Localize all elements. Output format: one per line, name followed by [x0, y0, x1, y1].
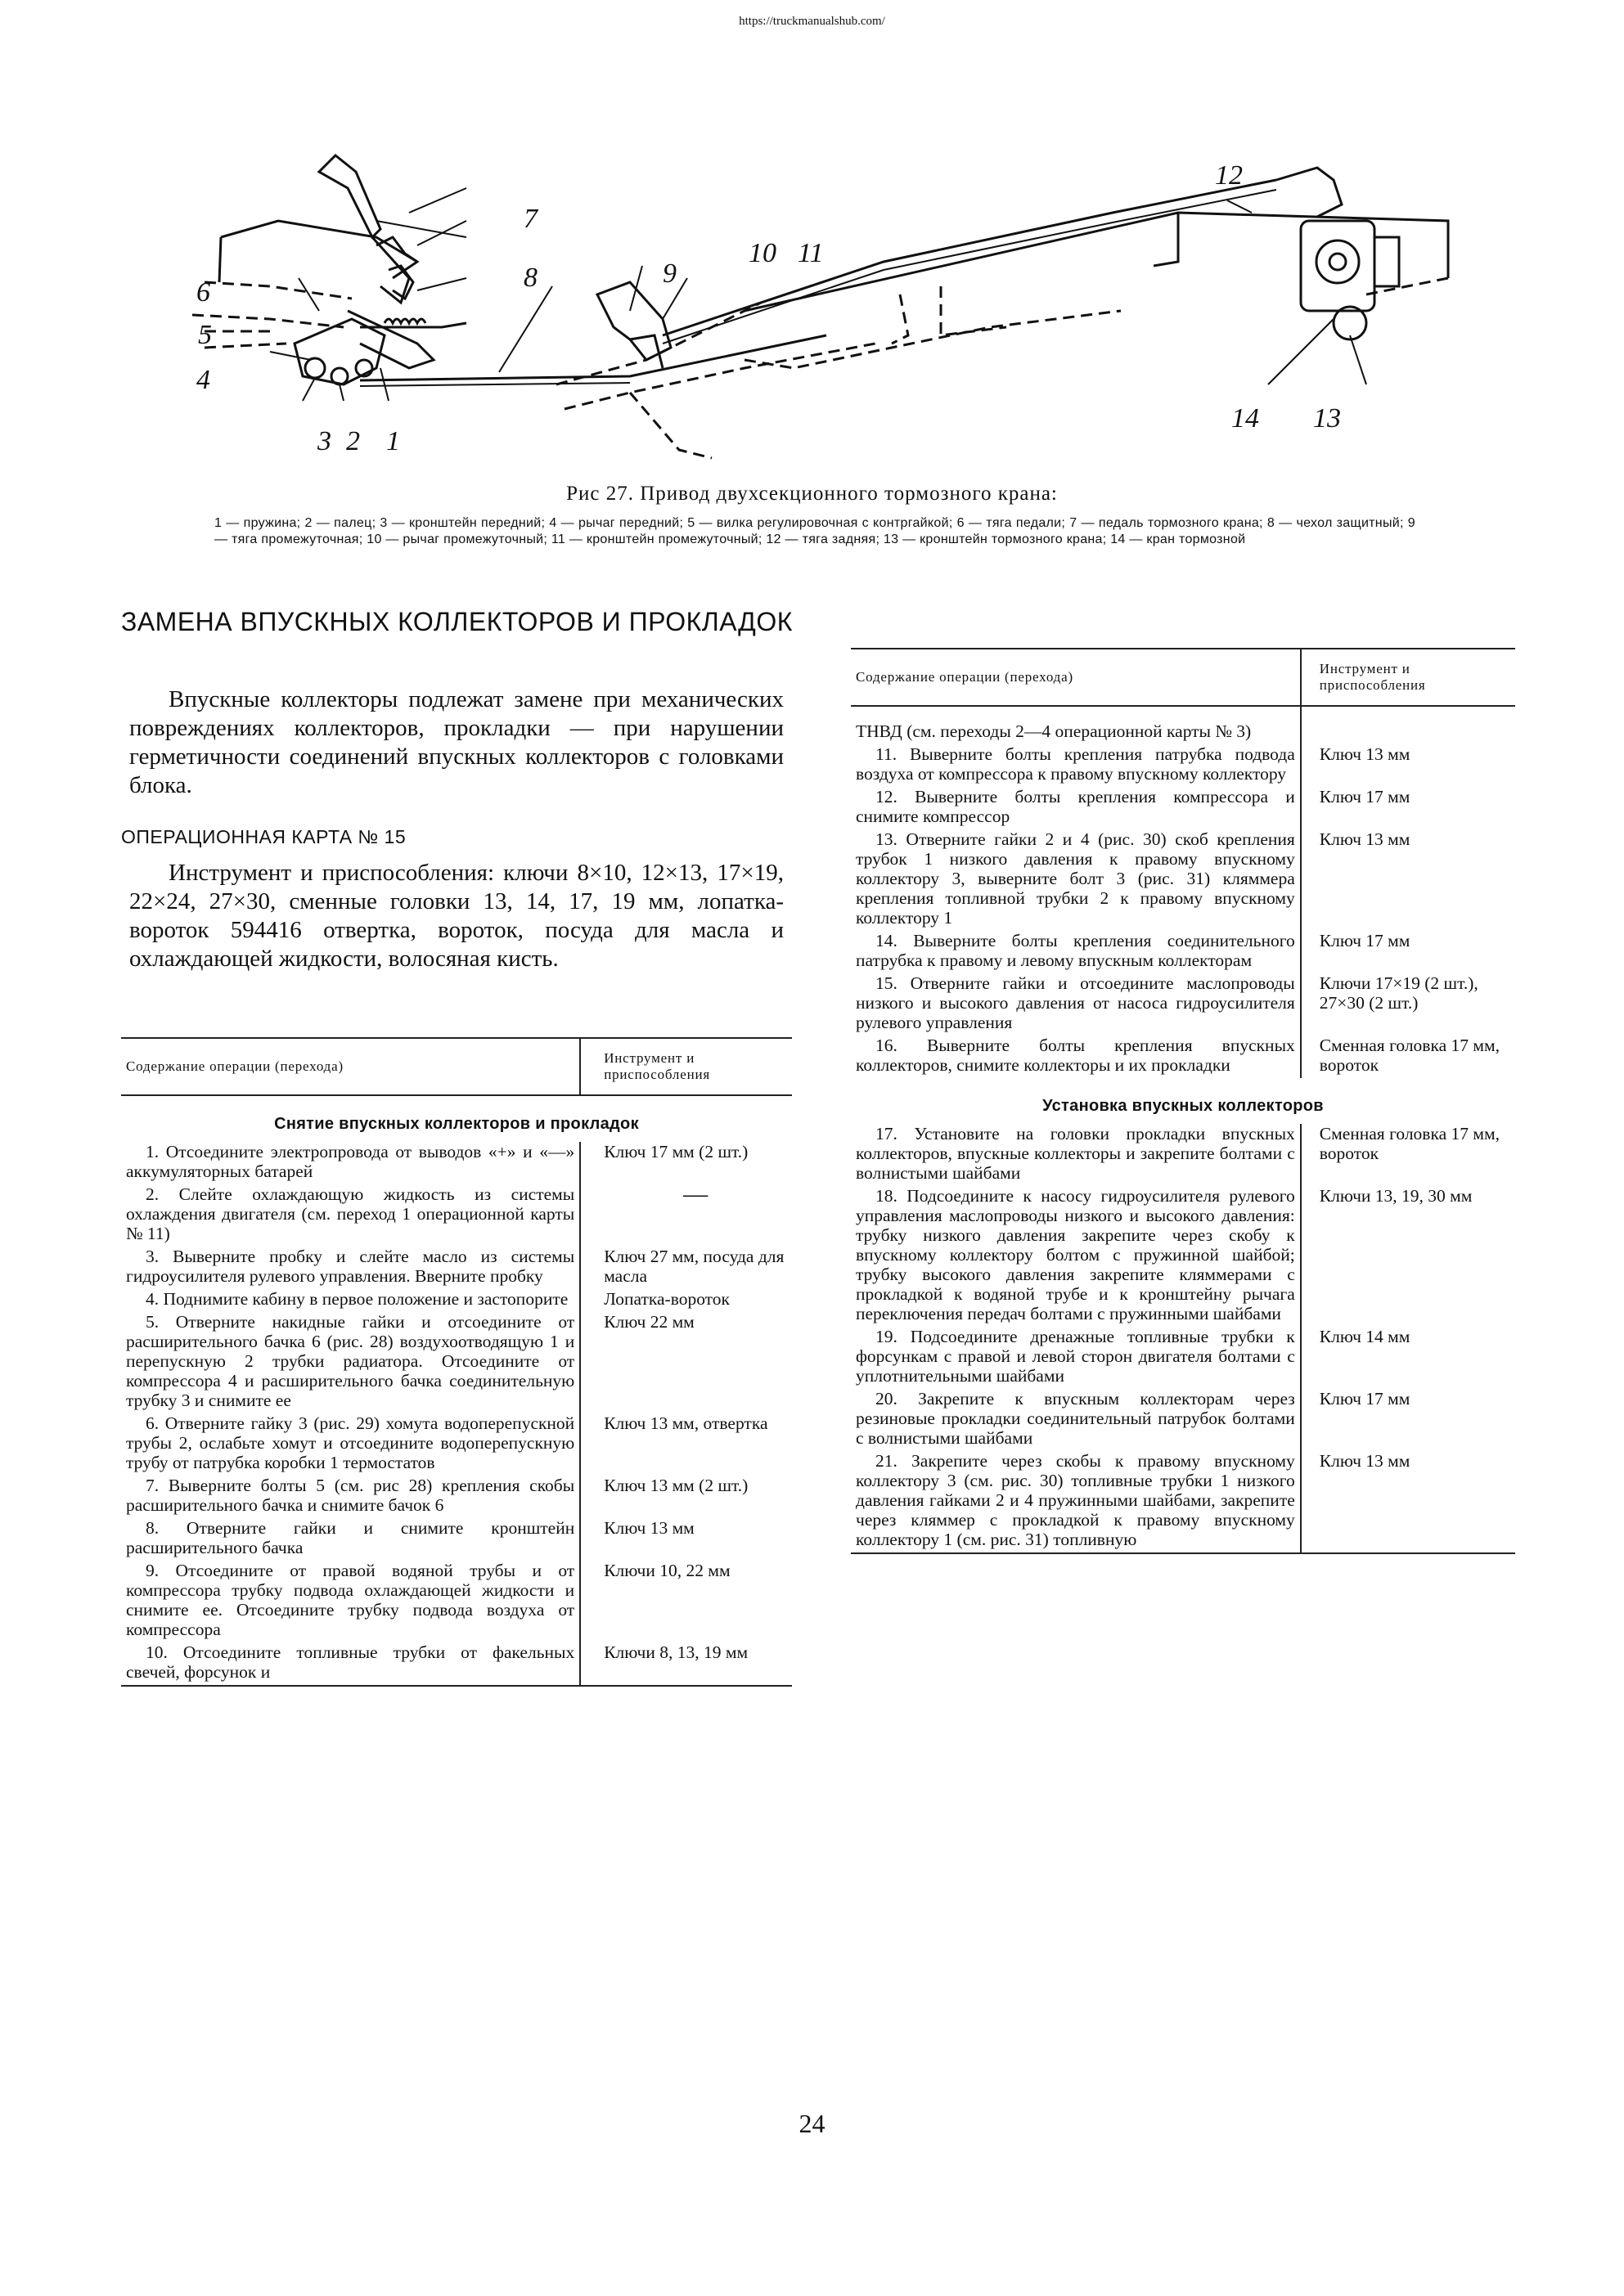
table-row	[121, 1561, 792, 1642]
operation-text: 15. Отверните гайки и отсоедините маслопроводы низкого и высокого давления от насоса гидроусилителя рулевого управления	[856, 973, 1295, 1032]
operation-text: 8. Отверните гайки и снимите кронштейн расширительного бачка	[126, 1518, 575, 1557]
operation-text: 6. Отверните гайку 3 (рис. 29) хомута водоперепускной трубы 2, ослабьте хомут и отсоедините водоперепускную трубу от патрубка коробки 1 термостатов	[126, 1413, 575, 1472]
source-url: https://truckmanualshub.com/	[739, 15, 885, 28]
table-row	[121, 1312, 792, 1413]
operation-text: 4. Поднимите кабину в первое положение и застопорите	[146, 1289, 569, 1309]
table-row	[121, 1184, 792, 1247]
tool-text: Ключ 17 мм	[1319, 787, 1410, 807]
tool-text: Ключ 13 мм, отвертка	[604, 1413, 768, 1433]
section-heading: ЗАМЕНА ВПУСКНЫХ КОЛЛЕКТОРОВ И ПРОКЛАДОК	[121, 607, 793, 636]
operation-text: 12. Выверните болты крепления компрессора и снимите компрессор	[856, 787, 1295, 826]
page-number: 24	[799, 2109, 825, 2138]
column-header-tool: Инструмент и приспособления	[1301, 649, 1515, 706]
operation-text: 3. Выверните пробку и слейте масло из системы гидроусилителя рулевого управления. Вверните пробку	[126, 1247, 575, 1286]
table-row	[851, 829, 1515, 931]
tool-text: Ключи 8, 13, 19 мм	[604, 1642, 749, 1662]
table-row	[851, 1451, 1515, 1553]
figure-label-2: 2	[346, 426, 360, 456]
brake-valve-drawing	[1276, 168, 1399, 339]
operations-table-right	[851, 648, 1515, 1554]
column-header-operation: Содержание операции (перехода)	[851, 649, 1301, 706]
table-row	[121, 1518, 792, 1561]
operation-text: 2. Слейте охлаждающую жидкость из системы охлаждения двигателя (см. переход 1 операционной карты № 11)	[126, 1184, 575, 1243]
tool-text: Ключ 22 мм	[604, 1312, 695, 1332]
table-row	[851, 1124, 1515, 1186]
figure-caption-title: Рис 27. Привод двухсекционного тормозного крана:	[566, 483, 1058, 505]
table-row	[851, 744, 1515, 787]
operation-text: 9. Отсоедините от правой водяной трубы и от компрессора трубку подвода охлаждающей жидкости и снимите ее. Отсоедините трубку подвода воздуха от компрессора	[126, 1561, 575, 1639]
figure-label-9: 9	[663, 258, 677, 289]
table-row	[851, 1036, 1515, 1078]
tool-text: —	[683, 1180, 709, 1207]
tool-text: Ключи 10, 22 мм	[604, 1561, 731, 1580]
table-row	[851, 1389, 1515, 1451]
table-row	[851, 931, 1515, 973]
figure-label-11: 11	[798, 238, 824, 268]
tool-text: Ключи 13, 19, 30 мм	[1319, 1186, 1473, 1206]
tool-text: Ключ 17 мм	[1319, 931, 1410, 950]
operation-text: 10. Отсоедините топливные трубки от факельных свечей, форсунок и	[126, 1642, 575, 1682]
tools-paragraph: Инструмент и приспособления: ключи 8×10, 12×13, 17×19, 22×24, 27×30, сменные головки 13, 14, 17, 19 мм, лопатка-вороток 594416 отвертка, вороток, посуда для масла и охлаждающей жидкости, волосяная кисть.	[129, 860, 784, 972]
figure-label-6: 6	[196, 277, 210, 308]
operation-text: ТНВД (см. переходы 2—4 операционной карты № 3)	[851, 706, 1301, 744]
table-row	[121, 1413, 792, 1476]
figure-label-5: 5	[198, 320, 212, 350]
figure-label-3: 3	[317, 426, 331, 456]
figure-label-10: 10	[749, 238, 776, 268]
pedal-assembly-drawing	[192, 155, 466, 384]
brake-linkage-illustration	[172, 123, 1464, 466]
tool-text: Ключ 17 мм (2 шт.)	[604, 1142, 749, 1161]
table-row	[851, 973, 1515, 1036]
tool-text: Ключ 13 мм	[1319, 744, 1410, 764]
tool-text	[1301, 706, 1515, 744]
tool-text: Ключ 13 мм	[1319, 829, 1410, 849]
table-row	[851, 787, 1515, 829]
operation-text: 19. Подсоедините дренажные топливные трубки к форсункам с правой и левой сторон двигателя болтами с уплотнительными шайбами	[856, 1327, 1295, 1386]
table-row	[121, 1247, 792, 1289]
operation-card-title: ОПЕРАЦИОННАЯ КАРТА № 15	[121, 826, 407, 847]
figure-label-7: 7	[524, 204, 538, 234]
tool-text: Лопатка-вороток	[604, 1289, 730, 1309]
operation-text: 5. Отверните накидные гайки и отсоедините от расширительного бачка 6 (рис. 28) воздухоотводящую 1 и перепускную 2 трубки радиатора. Отсоедините от компрессора 4 и расширительного бачка соединительную трубку 3 и снимите ее	[126, 1312, 575, 1410]
tool-text: Сменная головка 17 мм, вороток	[1319, 1124, 1500, 1163]
table-section-title: Установка впускных коллекторов	[1042, 1097, 1324, 1115]
operation-text: 17. Установите на головки прокладки впускных коллекторов, впускные коллекторы и закрепите болтами с волнистыми шайбами	[856, 1124, 1295, 1183]
intermediate-lever-drawing	[556, 282, 875, 458]
tool-text: Ключ 14 мм	[1319, 1327, 1410, 1346]
figure-label-8: 8	[524, 263, 538, 293]
operation-text: 18. Подсоедините к насосу гидроусилителя рулевого управления маслопроводы низкого и высокого давления: трубку низкого давления закрепите через скобу к впускному коллектору болтом с пружинной шайбой; трубку высокого давления закрепите кляммерами с прокладкой к водяной трубе и к кронштейну рычага переключения передач болтами с пружинными шайбами	[856, 1186, 1295, 1323]
tool-text: Ключ 27 мм, посуда для масла	[604, 1247, 785, 1286]
intro-paragraph: Впускные коллекторы подлежат замене при механических повреждениях коллекторов, прокладки — при нарушении герметичности соединений впускных коллекторов с головками блока.	[129, 686, 784, 798]
table-row	[121, 1642, 792, 1686]
operation-text: 14. Выверните болты крепления соединительного патрубка к правому и левому впускным коллекторам	[856, 931, 1295, 970]
table-row	[121, 1142, 792, 1184]
tool-text: Ключ 13 мм	[604, 1518, 695, 1538]
operations-table-left	[121, 1037, 792, 1687]
figure-legend: 1 — пружина; 2 — палец; 3 — кронштейн передний; 4 — рычаг передний; 5 — вилка регулировочная с контргайкой; 6 — тяга педали; 7 — педаль тормозного крана; 8 — чехол защитный; 9 — тяга промежуточная; 10 — рычаг промежуточный; 11 — кронштейн промежуточный; 12 — тяга задняя; 13 — кронштейн тормозного крана; 14 — кран тормозной	[214, 516, 1415, 546]
table-row	[851, 1186, 1515, 1327]
tool-text: Ключ 17 мм	[1319, 1389, 1410, 1409]
table-row	[121, 1476, 792, 1518]
table-row	[851, 706, 1515, 744]
operation-text: 20. Закрепите к впускным коллекторам через резиновые прокладки соединительный патрубок болтами с волнистыми шайбами	[856, 1389, 1295, 1448]
tool-text: Ключи 17×19 (2 шт.), 27×30 (2 шт.)	[1319, 973, 1478, 1013]
column-header-operation: Содержание операции (перехода)	[121, 1038, 580, 1095]
tool-text: Ключ 13 мм	[1319, 1451, 1410, 1471]
operation-text: 16. Выверните болты крепления впускных коллекторов, снимите коллекторы и их прокладки	[856, 1036, 1295, 1075]
operation-text: 13. Отверните гайки 2 и 4 (рис. 30) скоб крепления трубок 1 низкого давления к правому впускному коллектору 3, выверните болт 3 (рис. 31) кляммера крепления топливной трубки 2 к правому впускному коллектору 1	[856, 829, 1295, 928]
tool-text: Ключ 13 мм (2 шт.)	[604, 1476, 749, 1495]
column-header-tool: Инструмент и приспособления	[580, 1038, 792, 1095]
figure-label-13: 13	[1313, 403, 1341, 434]
operation-text: 11. Выверните болты крепления патрубка подвода воздуха от компрессора к правому впускному коллектору	[856, 744, 1295, 784]
figure-label-14: 14	[1231, 403, 1259, 434]
table-row	[121, 1289, 792, 1312]
table-section-title: Снятие впускных коллекторов и прокладок	[274, 1115, 639, 1133]
figure-label-4: 4	[196, 365, 210, 395]
figure-label-1: 1	[386, 426, 400, 456]
operation-text: 7. Выверните болты 5 (см. рис 28) крепления скобы расширительного бачка и снимите бачок 6	[126, 1476, 575, 1515]
operation-text: 1. Отсоедините электропровода от выводов «+» и «—» аккумуляторных батарей	[126, 1142, 575, 1181]
tool-text: Сменная головка 17 мм, вороток	[1319, 1036, 1500, 1075]
figure-label-12: 12	[1215, 160, 1243, 191]
operation-text: 21. Закрепите через скобы к правому впускному коллектору 3 (см. рис. 30) топливные трубки 1 низкого давления гайками 2 и 4 пружинными шайбами, закрепите через кляммер с прокладкой к правому впускному коллектору 1 (см. рис. 31) топливную	[856, 1451, 1295, 1549]
table-row	[851, 1327, 1515, 1389]
